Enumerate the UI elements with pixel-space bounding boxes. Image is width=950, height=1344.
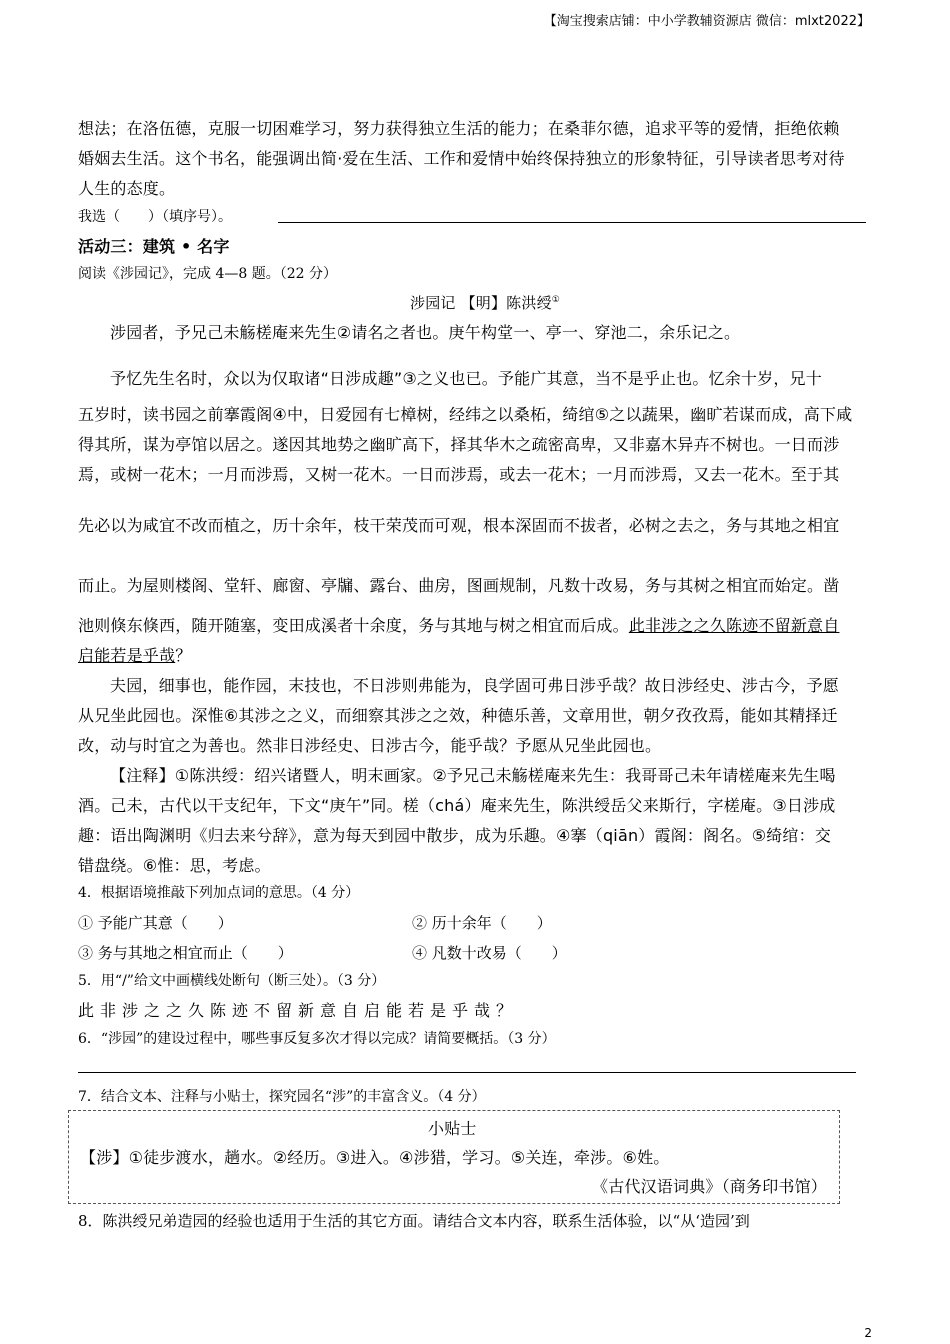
passage-p2-line-2: 五岁时，读书园之前搴霞阁④中，日爱园有七樟树，经纬之以桑柘，绮绾⑤之以蔬果，幽旷若谋而成，高下咸: [78, 405, 853, 424]
continuation-line-1: 想法；在洛伍德，克服一切困难学习，努力获得独立生活的能力；在桑菲尔德，追求平等的爱情，拒绝依赖: [78, 119, 840, 138]
passage-p2-line-1: 予忆先生名时，众以为仅取诸“日涉成趣”③之义也已。予能广其意，当不是乎止也。忆余十岁，兄十: [110, 369, 822, 388]
page-number: 2: [864, 1326, 872, 1340]
passage-p3-line-3: 改，动与时宜之为善也。然非日涉经史、日涉古今，能乎哉？予愿从兄坐此园也。: [78, 736, 662, 755]
underlined-sentence-part-1: 此非涉之之久陈迹不留新意自: [628, 616, 840, 635]
passage-p2-line-8: [78, 643, 191, 666]
passage-title-text: 涉园记 【明】陈洪绶: [410, 294, 552, 312]
page-header: 【淘宝搜索店铺：中小学教辅资源店 微信：mlxt2022】: [543, 14, 870, 29]
passage-title-note: ①: [551, 295, 561, 305]
passage-p2-line-3: 得其所，谋为亭馆以居之。遂因其地势之幽旷高下，择其华木之疏密高卑，又非嘉木异卉不树也。一日而涉: [78, 435, 840, 454]
passage-p2-line-7: [78, 613, 839, 636]
passage-p2-line-6: 而止。为屋则楼阁、堂轩、廊窗、亭牖、露台、曲房，图画规制，凡数十改易，务与其树之相宜而始定。凿: [78, 576, 840, 595]
question-4: 4．根据语境推敲下列加点词的意思。（4 分）: [78, 885, 360, 901]
activity-3-title: 活动三：建筑 • 名字: [78, 237, 230, 256]
choose-prompt: 我选（ ）（填序号）。: [78, 209, 232, 225]
passage-title: [410, 292, 560, 313]
question-4-item-3: ③ 务与其地之相宜而止（ ）: [78, 944, 293, 962]
passage-p3-line-2: 从兄坐此园也。深惟⑥其涉之之义，而细察其涉之之效，种德乐善，文章用世，朝夕孜孜焉，能如其精择迁: [78, 706, 838, 725]
notes-line-4: 错盘绕。⑥惟：思，考虑。: [78, 856, 271, 875]
question-4-item-2: ② 历十余年（ ）: [412, 914, 552, 932]
passage-p2-line-8-end: ？: [175, 646, 192, 665]
continuation-line-3: 人生的态度。: [78, 179, 176, 198]
passage-p2-line-7-text: 池则倏东倏西，随开随塞，变田成溪者十余度，务与其地与树之相宜而后成。: [78, 616, 629, 635]
passage-p1: 涉园者，予兄己未觞槎庵来先生②请名之者也。庚午构堂一、亭一、穿池二，余乐记之。: [110, 323, 741, 342]
passage-p2-line-5: 先必以为咸宜不改而植之，历十余年，枝干荣茂而可观，根本深固而不拔者，必树之去之，务与其地之相宜: [78, 516, 840, 535]
passage-p2-line-4: 焉，或树一花木；一月而涉焉，又树一花木。一日而涉焉，或去一花木；一月而涉焉，又去一花木。至于其: [78, 465, 840, 484]
answer-line-q6[interactable]: [78, 1072, 856, 1073]
passage-p3-line-1: 夫园，细事也，能作园，末技也，不日涉则弗能为，良学固可弗日涉乎哉？故日涉经史、涉古今，予愿: [110, 676, 840, 695]
tip-title: 小贴士: [428, 1119, 477, 1138]
question-5-sentence: 此非涉之之久陈迹不留新意自启能若是乎哉？: [78, 1001, 519, 1020]
tip-source: 《古代汉语词典》（商务印书馆）: [592, 1177, 828, 1196]
notes-line-1: 【注释】①陈洪绶：绍兴诸暨人，明末画家。②予兄己未觞槎庵来先生：我哥哥己未年请槎庵来先生喝: [110, 766, 836, 785]
underlined-sentence-part-2: 启能若是乎哉: [78, 646, 176, 665]
question-4-item-4: ④ 凡数十改易（ ）: [412, 944, 567, 962]
continuation-line-2: 婚姻去生活。这个书名，能强调出简·爱在生活、工作和爱情中始终保持独立的形象特征，引导读者思考对待: [78, 149, 845, 168]
answer-line-choose[interactable]: [278, 222, 866, 223]
question-5: 5．用“/”给文中画横线处断句（断三处）。（3 分）: [78, 973, 386, 989]
activity-3-instruction: 阅读《涉园记》，完成 4—8 题。（22 分）: [78, 266, 337, 282]
notes-line-2: 酒。己未，古代以干支纪年，下文“庚午”同。槎（chá）庵来先生，陈洪绶岳父来斯行，字槎庵。③日涉成: [78, 796, 836, 815]
question-8: 8．陈洪绶兄弟造园的经验也适用于生活的其它方面。请结合文本内容，联系生活体验，以“从‘造园’到: [78, 1212, 750, 1230]
question-4-item-1: ① 予能广其意（ ）: [78, 914, 233, 932]
notes-line-3: 趣：语出陶渊明《归去来兮辞》，意为每天到园中散步，成为乐趣。④搴（qiān）霞阁：阁名。⑤绮绾：交: [78, 826, 832, 845]
tip-content: 【涉】①徒步渡水，趟水。②经历。③进入。④涉猎，学习。⑤关连，牵涉。⑥姓。: [80, 1148, 670, 1167]
question-7: 7．结合文本、注释与小贴士，探究园名“涉”的丰富含义。（4 分）: [78, 1089, 486, 1105]
question-6: 6．“涉园”的建设过程中，哪些事反复多次才得以完成？请简要概括。（3 分）: [78, 1031, 556, 1047]
